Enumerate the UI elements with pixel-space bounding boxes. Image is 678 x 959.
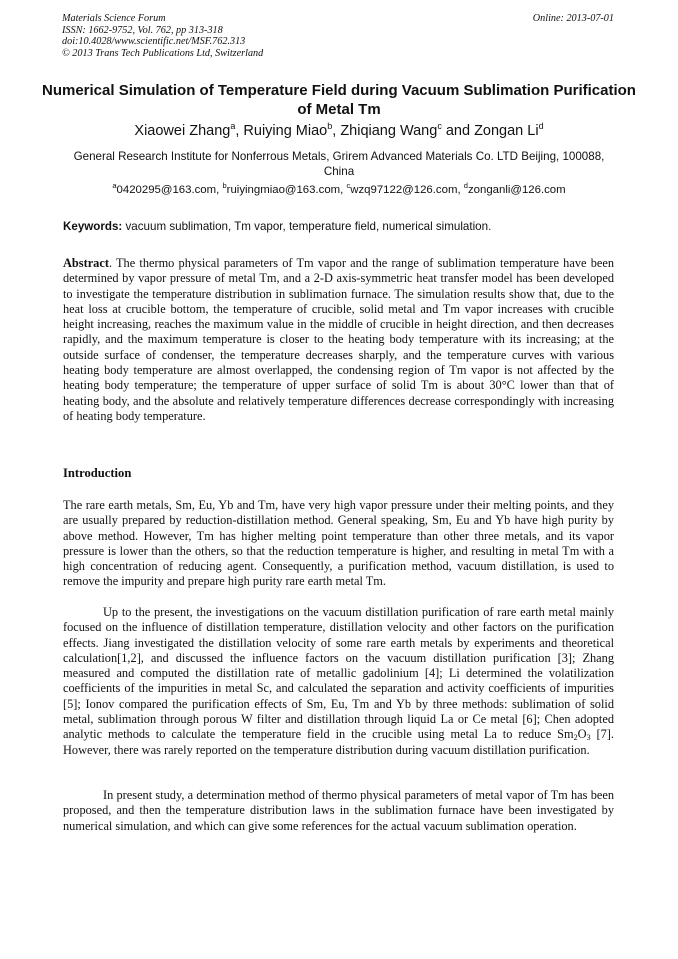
affiliation: General Research Institute for Nonferrous Metals, Grirem Advanced Materials Co. LTD Beijing, 100088, China bbox=[73, 150, 605, 178]
journal-doi: doi:10.4028/www.scientific.net/MSF.762.313 bbox=[62, 36, 246, 48]
author-separator: , bbox=[235, 123, 244, 139]
email-mark: a bbox=[112, 181, 117, 190]
author-name: Ruiying Miao bbox=[243, 123, 328, 139]
abstract-text: . The thermo physical parameters of Tm vapor and the range of sublimation temperature have been determined by vapor pressure of metal Tm, and a 2-D axis-symmetric heat transfer model has been developed to investigate the temperature distribution in sublimation furnace. The simulation results show that, due to the heat loss at crucible bottom, the temperature of crucible, solid metal and Tm vapor increases with crucible height increasing, reaches the maximum value in the middle of crucible in height direction, and then decreases rapidly, and the maximum temperature is closer to the heating body temperature with its increasing; at the outside surface of condenser, the temperature decreases sharply, and the temperature curves with various heating body temperature are almost overlapped, the condensing region of Tm vapor is not affected by the heating body temperature; the temperature of upper surface of solid Tm is about 30°C lower than that of heating body, and the absolute and relatively temperature differences decrease correspondingly with increasing of heating body temperature. bbox=[63, 256, 614, 423]
oxide-o: O bbox=[577, 727, 587, 742]
intro-paragraph-3: In present study, a determination method of thermo physical parameters of metal vapor of Tm has been proposed, and then the temperature distribution laws in the sublimation furnace have been investigated by numerical simulation, and which can give some references for the actual vacuum sublimation operation. bbox=[63, 788, 614, 833]
abstract-label: Abstract bbox=[63, 256, 109, 270]
author-name: Zongan Li bbox=[474, 123, 539, 139]
author-mark: a bbox=[230, 121, 236, 131]
email-address: 0420295@163.com bbox=[116, 184, 217, 196]
email-mark: d bbox=[463, 181, 468, 190]
keywords-label: Keywords: bbox=[63, 220, 123, 233]
author-mark: c bbox=[437, 121, 442, 131]
email-separator: , bbox=[340, 184, 347, 196]
author-separator: , bbox=[332, 123, 341, 139]
email-address: ruiyingmiao@163.com bbox=[226, 184, 341, 196]
abstract bbox=[63, 256, 614, 424]
author-mark: d bbox=[538, 121, 544, 131]
email-mark: c bbox=[346, 181, 351, 190]
intro-paragraph-2 bbox=[63, 605, 614, 758]
introduction-heading: Introduction bbox=[63, 466, 132, 480]
keywords bbox=[63, 219, 615, 234]
author-name: Zhiqiang Wang bbox=[340, 123, 438, 139]
author-mark: b bbox=[327, 121, 333, 131]
intro-paragraph-1: The rare earth metals, Sm, Eu, Yb and Tm, have very high vapor pressure under their melting points, and they are usually prepared by reduction-distillation method. General speaking, Sm, Eu and Yb have high purity by above method. However, Tm has higher melting point temperature than other three metals, and its vapor pressure is lower than the others, so that the reduction temperature is higher, and resulting in metal Tm with a high concentration of reducing agent. Consequently, a purification method, vacuum distillation, is used to remove the impurity and prepare high purity rare earth metal Tm. bbox=[63, 498, 614, 589]
email-separator: , bbox=[216, 184, 223, 196]
author-name: Xiaowei Zhang bbox=[134, 123, 231, 139]
subscript-2: 2 bbox=[573, 733, 578, 743]
author-separator: and bbox=[441, 123, 475, 139]
email-address: zonganli@126.com bbox=[467, 184, 566, 196]
journal-issn: ISSN: 1662-9752, Vol. 762, pp 313-318 bbox=[62, 24, 223, 36]
journal-header bbox=[62, 13, 614, 59]
email-separator: , bbox=[457, 184, 464, 196]
journal-copyright: © 2013 Trans Tech Publications Ltd, Switzerland bbox=[62, 47, 264, 59]
email-list bbox=[40, 183, 638, 198]
journal-name: Materials Science Forum bbox=[62, 13, 166, 24]
subscript-3: 3 bbox=[586, 733, 591, 743]
author-list bbox=[30, 122, 648, 140]
intro-p2-text: Up to the present, the investigations on the vacuum distillation purification of rare earth metal mainly focused on the influence of distillation temperature, distillation velocity and other factors on the purification effects. Jiang investigated the distillation velocity of some rare earth metals by experiments and theoretical calculation[1,2], and discussed the influence factors on the vacuum distillation purification [3]; Zhang measured and computed the distillation rate of metallic gadolinium [4]; Li determined the volatilization coefficients of the impurities in metal Sc, and calculated the separation and activity coefficients of impurities [5]; Ionov compared the purification effects of Sm, Eu, Tm and Yb by three methods: sublimation of solid metal, sublimation through porous W filter and distillation through liquid La or Ce metal [6]; Chen adopted analytic methods to calculate the temperature field in the crucible using metal La to reduce Sm bbox=[63, 605, 614, 742]
email-address: wzq97122@126.com bbox=[350, 184, 458, 196]
intro-p2-tail: [7]. However, there was rarely reported on the temperature distribution during vacuum distillation purification. bbox=[63, 727, 614, 757]
paper-title: Numerical Simulation of Temperature Field during Vacuum Sublimation Purification of Metal Tm bbox=[42, 82, 636, 118]
online-date: Online: 2013-07-01 bbox=[532, 13, 614, 24]
keywords-text: vacuum sublimation, Tm vapor, temperature field, numerical simulation. bbox=[122, 220, 492, 233]
email-mark: b bbox=[222, 181, 227, 190]
